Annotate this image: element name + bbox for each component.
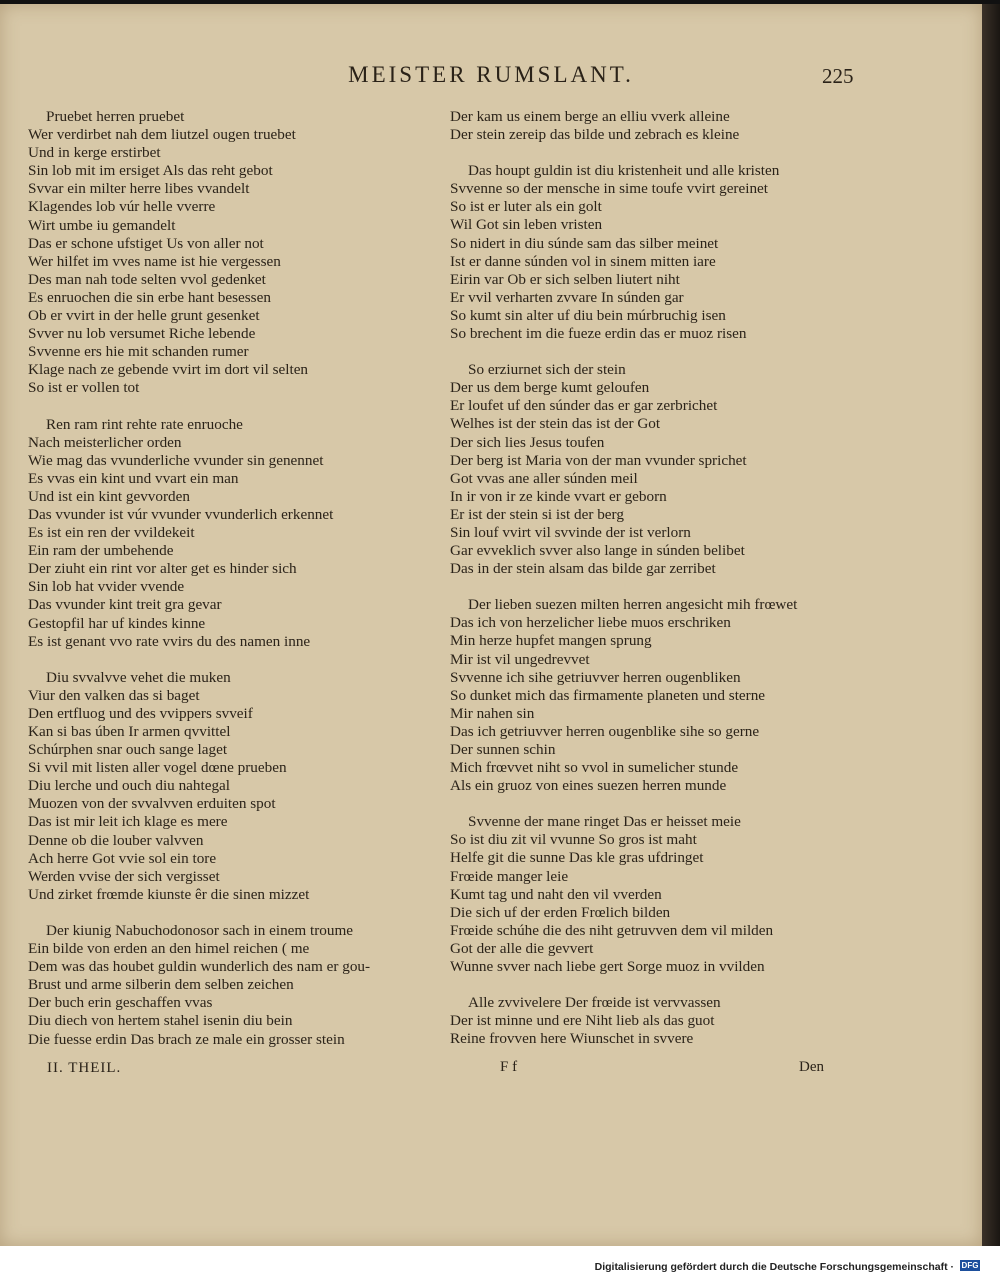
verse-line: Svver nu lob versumet Riche lebende <box>28 325 256 343</box>
verse-line: Der sich lies Jesus toufen <box>450 433 605 451</box>
verse-line: Got der alle die gevvert <box>450 939 594 957</box>
verse-line: Reine frovven here Wiunschet in svvere <box>450 1030 694 1048</box>
verse-line: Gar evveklich svver also lange in súnden belibet <box>450 542 745 560</box>
verse-line: In ir von ir ze kinde vvart er geborn <box>450 487 667 505</box>
catchword: Den <box>799 1059 824 1075</box>
verse-line: Der kiunig Nabuchodonosor sach in einem troume <box>46 921 354 939</box>
verse-line: Als ein gruoz von eines suezen herren munde <box>450 777 727 795</box>
verse-line: Kan si bas úben Ir armen qvvittel <box>28 723 231 740</box>
verse-line: Es ist genant vvo rate vvirs du des namen inne <box>28 632 311 650</box>
verse-line: So nidert in diu súnde sam das silber meinet <box>450 234 719 252</box>
book-page <box>0 4 982 1246</box>
left-text-column <box>28 108 478 1067</box>
verse-line: Diu lerche und ouch diu nahtegal <box>28 777 231 795</box>
signature-mark: F f <box>500 1059 518 1075</box>
verse-line: Dem was das houbet guldin wunderlich des nam er gou- <box>28 958 371 976</box>
verse-line: Kumt tag und naht den vil vverden <box>450 885 662 903</box>
stanza <box>450 108 900 144</box>
verse-line: Ein ram der umbehende <box>28 542 174 560</box>
verse-line: Mich frœvvet niht so vvol in sumelicher stunde <box>450 759 739 777</box>
verse-line: Ein bilde von erden an den himel reichen ( me <box>28 940 310 958</box>
verse-line: So kumt sin alter uf diu bein múrbruchig isen <box>450 306 726 324</box>
verse-line: Frœide manger leie <box>450 867 569 885</box>
verse-line: Sin louf vvirt vil svvinde der ist verlorn <box>450 523 691 541</box>
book-edge <box>982 4 1000 1246</box>
verse-line: Sin lob hat vvider vvende <box>28 578 185 596</box>
verse-line: Die sich uf der erden Frœlich bilden <box>450 903 671 921</box>
verse-line: Der us dem berge kumt geloufen <box>450 379 650 397</box>
verse-line: So dunket mich das firmamente planeten und sterne <box>450 686 766 704</box>
verse-line: Mir nahen sin <box>450 704 535 722</box>
verse-line: Welhes ist der stein das ist der Got <box>450 415 661 433</box>
verse-line: Das vvunder kint treit gra gevar <box>28 596 222 614</box>
stanza <box>28 108 478 398</box>
verse-line: Ach herre Got vvie sol ein tore <box>28 849 217 867</box>
verse-line: Die fuesse erdin Das brach ze male ein grosser stein <box>28 1030 345 1048</box>
verse-line: Der buch erin geschaffen vvas <box>28 994 213 1012</box>
verse-line: Es enruochen die sin erbe hant besessen <box>28 288 271 306</box>
verse-line: Sin lob mit im ersiget Als das reht gebot <box>28 162 273 180</box>
verse-line: Mir ist vil ungedrevvet <box>450 650 590 668</box>
verse-line: Das ich getriuvver herren ougenblike sihe so gerne <box>450 722 760 740</box>
verse-line: Svvenne der mane ringet Das er heisset meie <box>468 813 741 831</box>
verse-line: Wunne svver nach liebe gert Sorge muoz in vvilden <box>450 958 765 976</box>
verse-line: Und in kerge erstirbet <box>28 144 161 162</box>
verse-line: So ist er vollen tot <box>28 379 140 397</box>
verse-line: Frœide schúhe die des niht getruvven dem vil milden <box>450 921 774 939</box>
stanza <box>450 813 900 976</box>
verse-line: Wil Got sin leben vristen <box>450 216 603 234</box>
verse-line: Das houpt guldin ist diu kristenheit und alle kristen <box>468 162 780 180</box>
verse-line: Und ist ein kint gevvorden <box>28 487 190 505</box>
verse-line: Eirin var Ob er sich selben liutert niht <box>450 270 680 288</box>
verse-line: Den ertfluog und des vvippers svveif <box>28 704 253 722</box>
stanza <box>28 922 478 1049</box>
stanza <box>450 361 900 578</box>
verse-line: Viur den valken das si baget <box>28 686 200 704</box>
verse-line: Svvenne ers hie mit schanden rumer <box>28 343 249 361</box>
verse-line: Das ist mir leit ich klage es mere <box>28 813 228 831</box>
verse-line: Wer verdirbet nah dem liutzel ougen truebet <box>28 126 296 144</box>
verse-line: Nach meisterlicher orden <box>28 433 182 451</box>
verse-line: Svvenne so der mensche in sime toufe vvirt gereinet <box>450 180 769 198</box>
verse-line: Ren ram rint rehte rate enruoche <box>46 415 243 433</box>
dfg-logo: DFG <box>961 1261 979 1270</box>
verse-line: Des man nah tode selten vvol gedenket <box>28 270 266 288</box>
verse-line: Das er schone ufstiget Us von aller not <box>28 234 264 252</box>
verse-line: Das in der stein alsam das bilde gar zerribet <box>450 560 716 578</box>
verse-line: Alle zvvivelere Der frœide ist vervvassen <box>468 994 721 1012</box>
stanza <box>28 416 478 651</box>
verse-line: So ist diu zit vil vvunne So gros ist maht <box>450 831 697 849</box>
verse-line: Ob er vvirt in der helle grunt gesenket <box>28 307 260 325</box>
verse-line: Ist er danne súnden vol in sinem mitten iare <box>450 252 716 270</box>
verse-line: Er ist der stein si ist der berg <box>450 505 624 523</box>
verse-line: Der ziuht ein rint vor alter get es hinder sich <box>28 560 297 578</box>
verse-line: Klagendes lob vúr helle vverre <box>28 198 216 216</box>
verse-line: So brechent im die fueze erdin das er muoz risen <box>450 325 747 343</box>
verse-line: Er vvil verharten zvvare In súnden gar <box>450 288 684 306</box>
verse-line: Wirt umbe iu gemandelt <box>28 216 176 234</box>
verse-line: Gestopfil har uf kindes kinne <box>28 614 206 632</box>
stanza <box>450 994 900 1048</box>
verse-line: Svvenne ich sihe getriuvver herren ougenbliken <box>450 668 741 686</box>
verse-line: Das ich von herzelicher liebe muos erschriken <box>450 614 731 632</box>
verse-line: Brust und arme silberin dem selben zeichen <box>28 976 294 994</box>
credit-text: Digitalisierung gefördert durch die Deutsche Forschungsgemeinschaft · <box>594 1261 954 1273</box>
verse-line: Pruebet herren pruebet <box>46 108 185 125</box>
verse-line: Der kam us einem berge an elliu vverk alleine <box>450 108 730 125</box>
page-number: 225 <box>822 64 854 88</box>
verse-line: Diu diech von hertem stahel isenin diu bein <box>28 1012 293 1030</box>
verse-line: Und zirket frœmde kiunste êr die sinen mizzet <box>28 885 310 903</box>
verse-line: So ist er luter als ein golt <box>450 198 602 216</box>
verse-line: Wie mag das vvunderliche vvunder sin genennet <box>28 451 324 469</box>
verse-line: Diu svvalvve vehet die muken <box>46 668 231 686</box>
verse-line: So erziurnet sich der stein <box>468 361 626 379</box>
right-text-column <box>450 108 900 1066</box>
signature-label: II. THEIL. <box>47 1060 122 1076</box>
verse-line: Got vvas ane aller súnden meil <box>450 469 638 487</box>
verse-line: Das vvunder ist vúr vvunder vvunderlich erkennet <box>28 505 334 523</box>
verse-line: Muozen von der svvalvven erduiten spot <box>28 795 276 813</box>
verse-line: Denne ob die louber valvven <box>28 831 204 849</box>
verse-line: Si vvil mit listen aller vogel dœne prueben <box>28 759 287 777</box>
verse-line: Er loufet uf den súnder das er gar zerbrichet <box>450 397 718 415</box>
verse-line: Der sunnen schin <box>450 741 556 758</box>
verse-line: Der ist minne und ere Niht lieb als das guot <box>450 1012 715 1030</box>
verse-line: Wer hilfet im vves name ist hie vergessen <box>28 252 281 270</box>
verse-line: Svvar ein milter herre libes vvandelt <box>28 180 250 198</box>
stanza <box>450 596 900 795</box>
verse-line: Schúrphen snar ouch sange laget <box>28 741 228 759</box>
stanza <box>28 669 478 904</box>
verse-line: Der berg ist Maria von der man vvunder sprichet <box>450 451 747 469</box>
verse-line: Es vvas ein kint und vvart ein man <box>28 469 239 487</box>
verse-line: Min herze hupfet mangen sprung <box>450 632 652 650</box>
verse-line: Klage nach ze gebende vvirt im dort vil selten <box>28 361 309 379</box>
verse-line: Helfe git die sunne Das kle gras ufdringet <box>450 849 704 867</box>
verse-line: Werden vvise der sich vergisset <box>28 867 220 885</box>
verse-line: Es ist ein ren der vvildekeit <box>28 524 195 542</box>
page-title: MEISTER RUMSLANT. <box>348 62 634 87</box>
stanza <box>450 162 900 343</box>
verse-line: Der stein zereip das bilde und zebrach es kleine <box>450 126 740 144</box>
verse-line: Der lieben suezen milten herren angesicht mih frœwet <box>468 596 798 614</box>
